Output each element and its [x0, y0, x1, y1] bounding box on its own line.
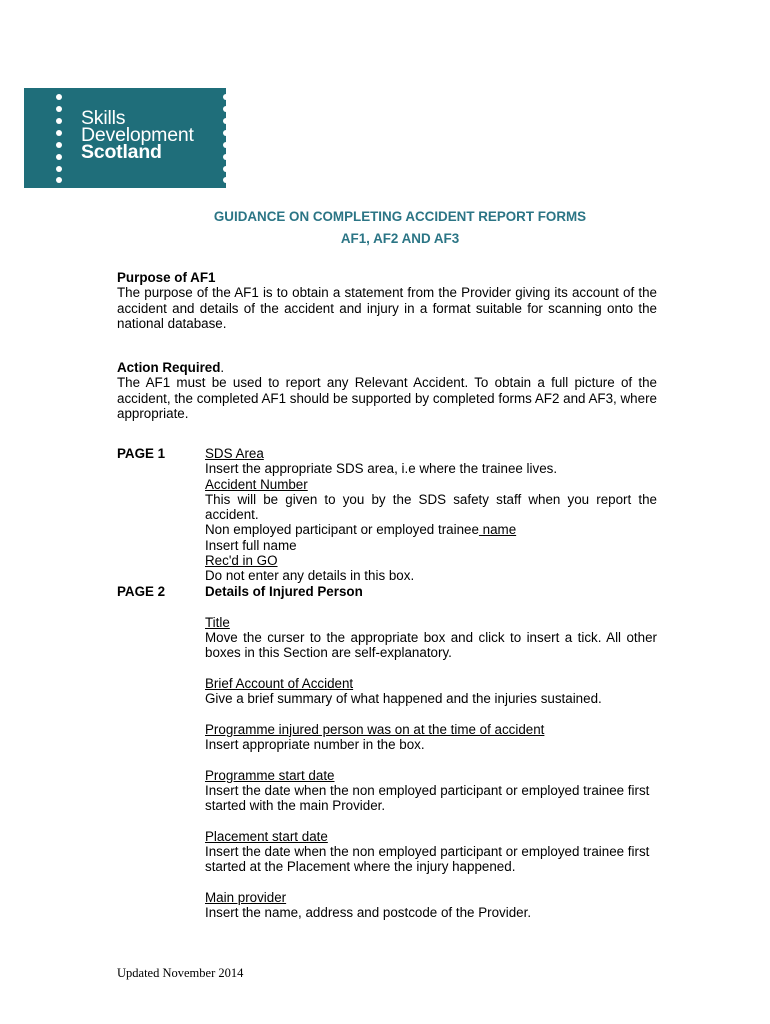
name-title-plain: Non employed participant or employed trainee [205, 522, 479, 538]
logo-dots-left [56, 88, 62, 188]
sds-area-title: SDS Area [205, 446, 264, 461]
sds-logo [24, 88, 226, 188]
injured-person-heading: Details of Injured Person [205, 584, 363, 599]
sds-area-text: Insert the appropriate SDS area, i.e where the trainee lives. [205, 461, 558, 477]
page2-label: PAGE 2 [117, 584, 166, 599]
logo-line-1: Skills [81, 107, 126, 129]
page2-section [205, 584, 657, 921]
logo-line-3: Scotland [81, 141, 162, 163]
programme-text: Insert appropriate number in the box. [205, 736, 425, 752]
programme-start-title: Programme start date [205, 767, 335, 783]
brief-account-title: Brief Account of Accident [205, 675, 354, 691]
name-text: Insert full name [205, 537, 297, 553]
title-field-text: Move the curser to the appropriate box and click to insert a tick. All other boxes in this Section are self-explanatory. [205, 629, 657, 661]
recd-title: Rec'd in GO [205, 553, 278, 569]
action-heading: Action Required [117, 360, 221, 375]
logo-line-2: Development [81, 124, 194, 146]
document-title: GUIDANCE ON COMPLETING ACCIDENT REPORT FORMS [213, 209, 587, 224]
placement-start-text: Insert the date when the non employed participant or employed trainee first started at the Placement where the injury happened. [205, 844, 650, 875]
name-title [205, 522, 657, 537]
main-provider-text: Insert the name, address and postcode of the Provider. [205, 905, 532, 921]
purpose-section [117, 270, 657, 331]
placement-start-title: Placement start date [205, 828, 328, 844]
name-title-underlined: name [478, 522, 517, 538]
logo-dots-right [223, 88, 229, 188]
brief-account-text: Give a brief summary of what happened and the injuries sustained. [205, 691, 602, 707]
logo-text [81, 107, 194, 163]
programme-start-text: Insert the date when the non employed participant or employed trainee first started with the main Provider. [205, 782, 650, 814]
title-field-title: Title [205, 614, 230, 630]
programme-title: Programme injured person was on at the time of accident [205, 721, 545, 737]
page1-section [205, 446, 657, 584]
accident-number-text: This will be given to you by the SDS safety staff when you report the accident. [205, 491, 657, 523]
recd-text: Do not enter any details in this box. [205, 568, 415, 584]
action-section [117, 360, 657, 421]
document-subtitle: AF1, AF2 AND AF3 [340, 231, 460, 246]
main-provider-title: Main provider [205, 889, 287, 905]
purpose-heading: Purpose of AF1 [117, 270, 216, 285]
purpose-text: The purpose of the AF1 is to obtain a statement from the Provider giving its account of the accident and details of the accident and injury in a format suitable for scanning onto the national database. [117, 285, 657, 331]
action-heading-line [117, 360, 657, 375]
footer-updated: Updated November 2014 [117, 966, 244, 980]
action-heading-suffix: . [220, 360, 225, 375]
page1-label: PAGE 1 [117, 446, 166, 461]
accident-number-title: Accident Number [205, 476, 308, 492]
action-text: The AF1 must be used to report any Relevant Accident. To obtain a full picture of the accident, the completed AF1 should be supported by completed forms AF2 and AF3, where appropriate. [117, 375, 657, 421]
